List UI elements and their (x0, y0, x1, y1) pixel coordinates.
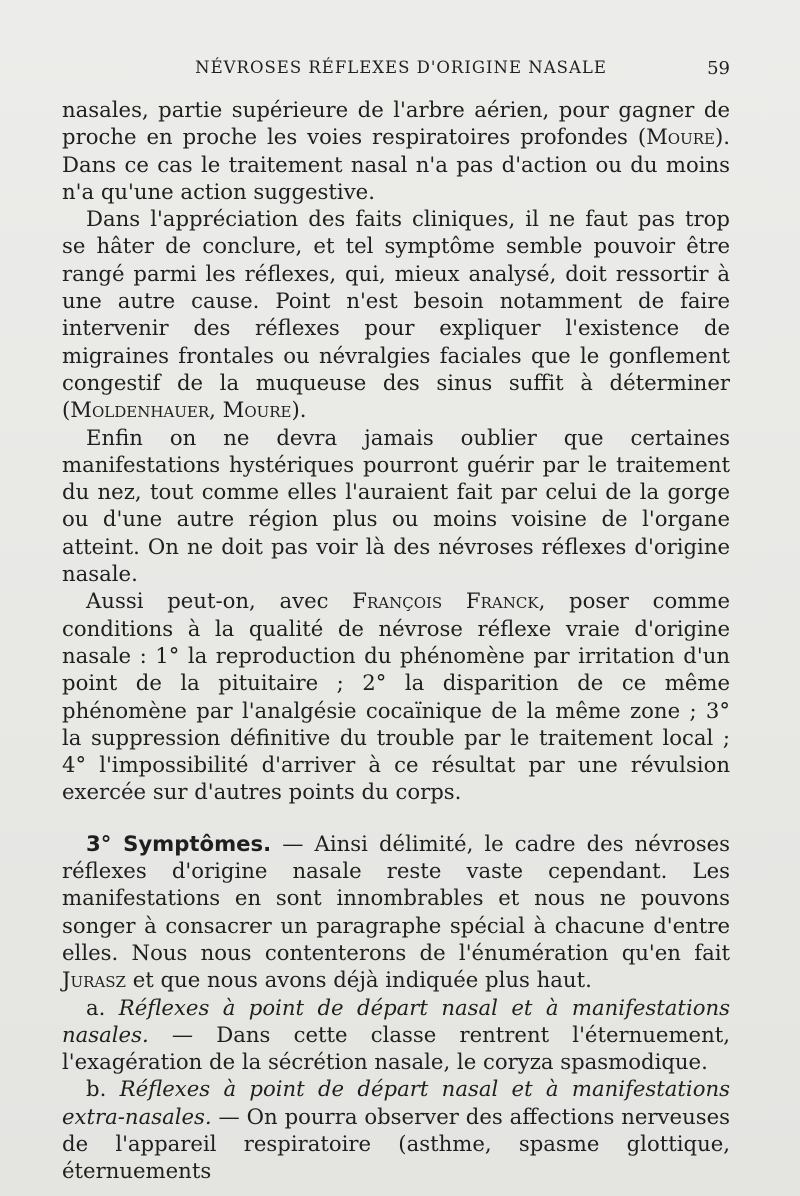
running-header (62, 58, 730, 82)
paragraph-1 (62, 96, 730, 205)
text-run: nasales, partie supérieure de l'arbre aérien, pour gagner de proche en proche les voies respiratoires profondes ( (62, 97, 730, 150)
text-run: ). Dans ce cas le traitement nasal n'a pas d'action ou du moins n'a qu'une action suggestive. (62, 124, 730, 204)
author-name: Jurasz (62, 967, 126, 993)
section-spacer (62, 806, 730, 830)
italic-title: Réflexes à point de départ nasal et à manifestations nasales. (62, 994, 730, 1047)
paragraph-4 (62, 587, 730, 805)
author-name: François Franck (352, 588, 539, 614)
text-run: — On pourra observer des affections nerveuses de l'appareil respiratoire (asthme, spasme glottique, éternuements (62, 1103, 730, 1184)
text-run: Aussi peut-on, avec (86, 588, 353, 614)
paragraph-3 (62, 424, 730, 588)
text-run: — Dans cette classe rentrent l'éternuement, l'exagération de la sécrétion nasale, le coryza spasmodique. (62, 1021, 730, 1075)
page-number: 59 (707, 58, 730, 79)
text-run: — Ainsi délimité, le cadre des névroses réflexes d'origine nasale reste vaste cependant. Les manifestations en sont innombrables et nous ne pouvons songer à consacrer un paragraphe spécial à chacune d'entre elles. Nous nous contenterons de l'énumération qu'en fait (62, 830, 730, 965)
italic-title: Réflexes à point de départ nasal et à manifestations extra-nasales. (62, 1076, 730, 1129)
text-run: , poser comme conditions à la qualité de névrose réflexe vraie d'origine nasale : 1° la reproduction du phénomène par irritation d'un point de la pituitaire ; 2° la disparition de ce même phénomène par l'analgésie cocaïnique de la même zone ; 3° la suppression définitive du trouble par le traitement local ; 4° l'impossibilité d'arriver à ce résultat par une révulsion exercée sur d'autres points du corps. (62, 588, 730, 805)
text-run: Enfin on ne devra jamais oublier que certaines manifestations hystériques pourront guérir par le traitement du nez, tout comme elles l'auraient fait par celui de la gorge ou d'une autre région plus ou moins voisine de l'organe atteint. On ne doit pas voir là des névroses réflexes d'origine nasale. (62, 424, 730, 587)
author-name: Moldenhauer (70, 397, 210, 423)
paragraph-2 (62, 205, 730, 423)
author-name: Moure (646, 124, 715, 150)
body-text (62, 96, 730, 1185)
author-name: Moure (222, 397, 292, 423)
paragraph-7 (62, 1075, 730, 1184)
text-run: ). (291, 397, 307, 423)
text-run: , (209, 397, 223, 423)
paragraph-5 (62, 830, 730, 994)
section-heading: 3° Symptômes. (86, 830, 272, 856)
text-run: et que nous avons déjà indiquée plus haut. (125, 967, 592, 993)
running-title: NÉVROSES RÉFLEXES D'ORIGINE NASALE (195, 58, 607, 77)
text-run: Dans l'appréciation des faits cliniques, il ne faut pas trop se hâter de conclure, et tel symptôme semble pouvoir être rangé parmi les réflexes, qui, mieux analysé, doit ressortir à une autre cause. Point n'est besoin notamment de faire intervenir des réflexes pour expliquer l'existence de migraines frontales ou névralgies faciales que le gonflement congestif de la muqueuse des sinus suffit à déterminer ( (62, 206, 730, 423)
list-label: a. (86, 994, 119, 1020)
list-label: b. (86, 1076, 120, 1102)
paragraph-6 (62, 994, 730, 1076)
